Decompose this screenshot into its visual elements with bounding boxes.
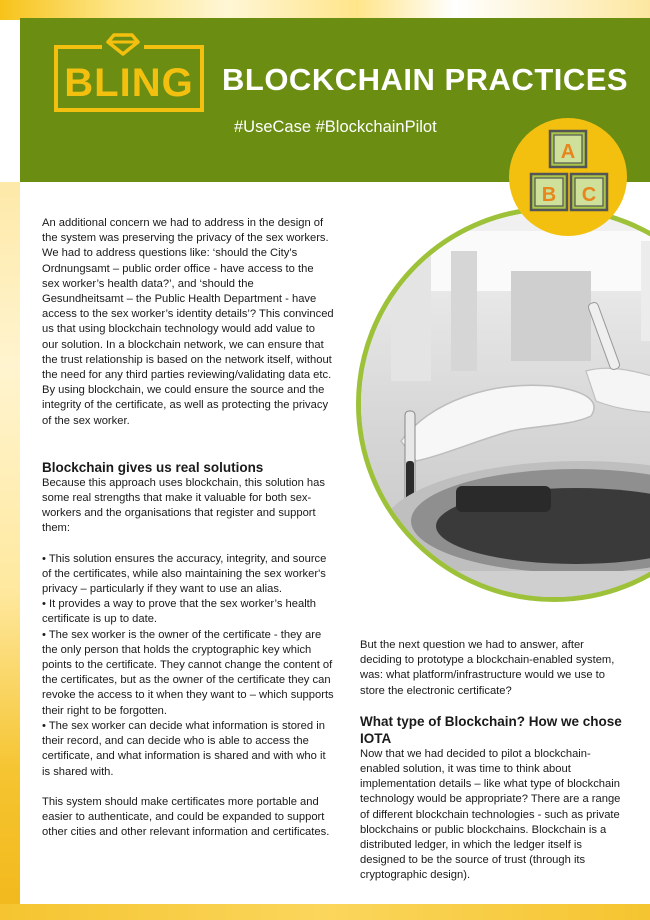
right-intro-paragraph: But the next question we had to answer, after deciding to prototype a blockchain-enabled system, was: what platform/infrastructure would we use to store the electronic certificate? [360, 639, 615, 697]
intro-paragraph: An additional concern we had to address in the design of the system was preserving the privacy of the sex workers. We had to address questions like: ‘should the City’s Ordnungsamt – public order office - have access to the sex worker’s health data?’, and ‘should the Gesundheitsamt – the Public Health Department - have access to the sex worker’s identity details’? This convinced us that using blockchain technology would add value to our solution. In a blockchain network, we can ensure that the trust relationship is based on the network itself, without the need for any third parties reviewing/validating data etc. By using blockchain, we could ensure the source and the integrity of the certificate, as well as protecting the privacy of the sex worker. [42, 217, 334, 427]
bullet-item: • The sex worker can decide what information is stored in their record, and can decide who is able to access the certificate, and what information is shared and with who it is shared with. [42, 719, 326, 778]
abc-blocks-icon [509, 118, 627, 236]
spacer [42, 537, 334, 552]
lab-photo-illustration [361, 211, 650, 597]
section-heading-solutions: Blockchain gives us real solutions [42, 459, 264, 475]
hashtags: #UseCase #BlockchainPilot [234, 118, 437, 136]
logo-text: BLING [64, 61, 194, 105]
block-letter-b: B [541, 184, 557, 206]
bottom-decorative-strip [0, 904, 650, 920]
spacer [42, 780, 334, 795]
bullet-item: • The sex worker is the owner of the certificate - they are the only person that holds the cryptographic key which points to the certificate. They cannot change the content of the certificates, but as the owner of the certificate they can revoke the access to it when they want to – which supports their right to be forgotten. [42, 628, 334, 717]
top-decorative-strip [0, 0, 650, 20]
spacer [42, 429, 334, 459]
bullet-item: • This solution ensures the accuracy, integrity, and source of the certificates, while also maintaining the sex worker's privacy – particularly if they want to use an alias. [42, 552, 327, 596]
solutions-lead: Because this approach uses blockchain, this solution has some real strengths that make it valuable for both sex-workers and the organisations that register and support them: [42, 476, 325, 535]
left-decorative-strip [0, 182, 20, 920]
iota-body-paragraph: Now that we had decided to pilot a blockchain-enabled solution, it was time to think about implementation details – like what type of blockchain technology would be appropriate? There are a range of different blockchain technologies - such as private blockchains or public blockchains. Blockchain is a distributed ledger, in which the ledger itself is designed to be the source of trust (through its cryptographic design). [360, 747, 621, 882]
bullet-item: • It provides a way to prove that the sex worker’s health certificate is up to date. [42, 598, 317, 626]
section-heading-iota: What type of Blockchain? How we chose IOTA [360, 713, 622, 746]
closing-paragraph: This system should make certificates more portable and easier to authenticate, and could be expanded to support other cities and other relevant information and certificates. [42, 795, 330, 839]
spacer [360, 699, 626, 713]
left-column [42, 216, 334, 840]
block-letter-a: A [560, 141, 576, 163]
lab-photo [356, 206, 650, 602]
block-letter-c: C [581, 184, 597, 206]
right-column [360, 638, 626, 884]
page-title: BLOCKCHAIN PRACTICES [222, 62, 629, 97]
bling-logo [52, 32, 208, 114]
